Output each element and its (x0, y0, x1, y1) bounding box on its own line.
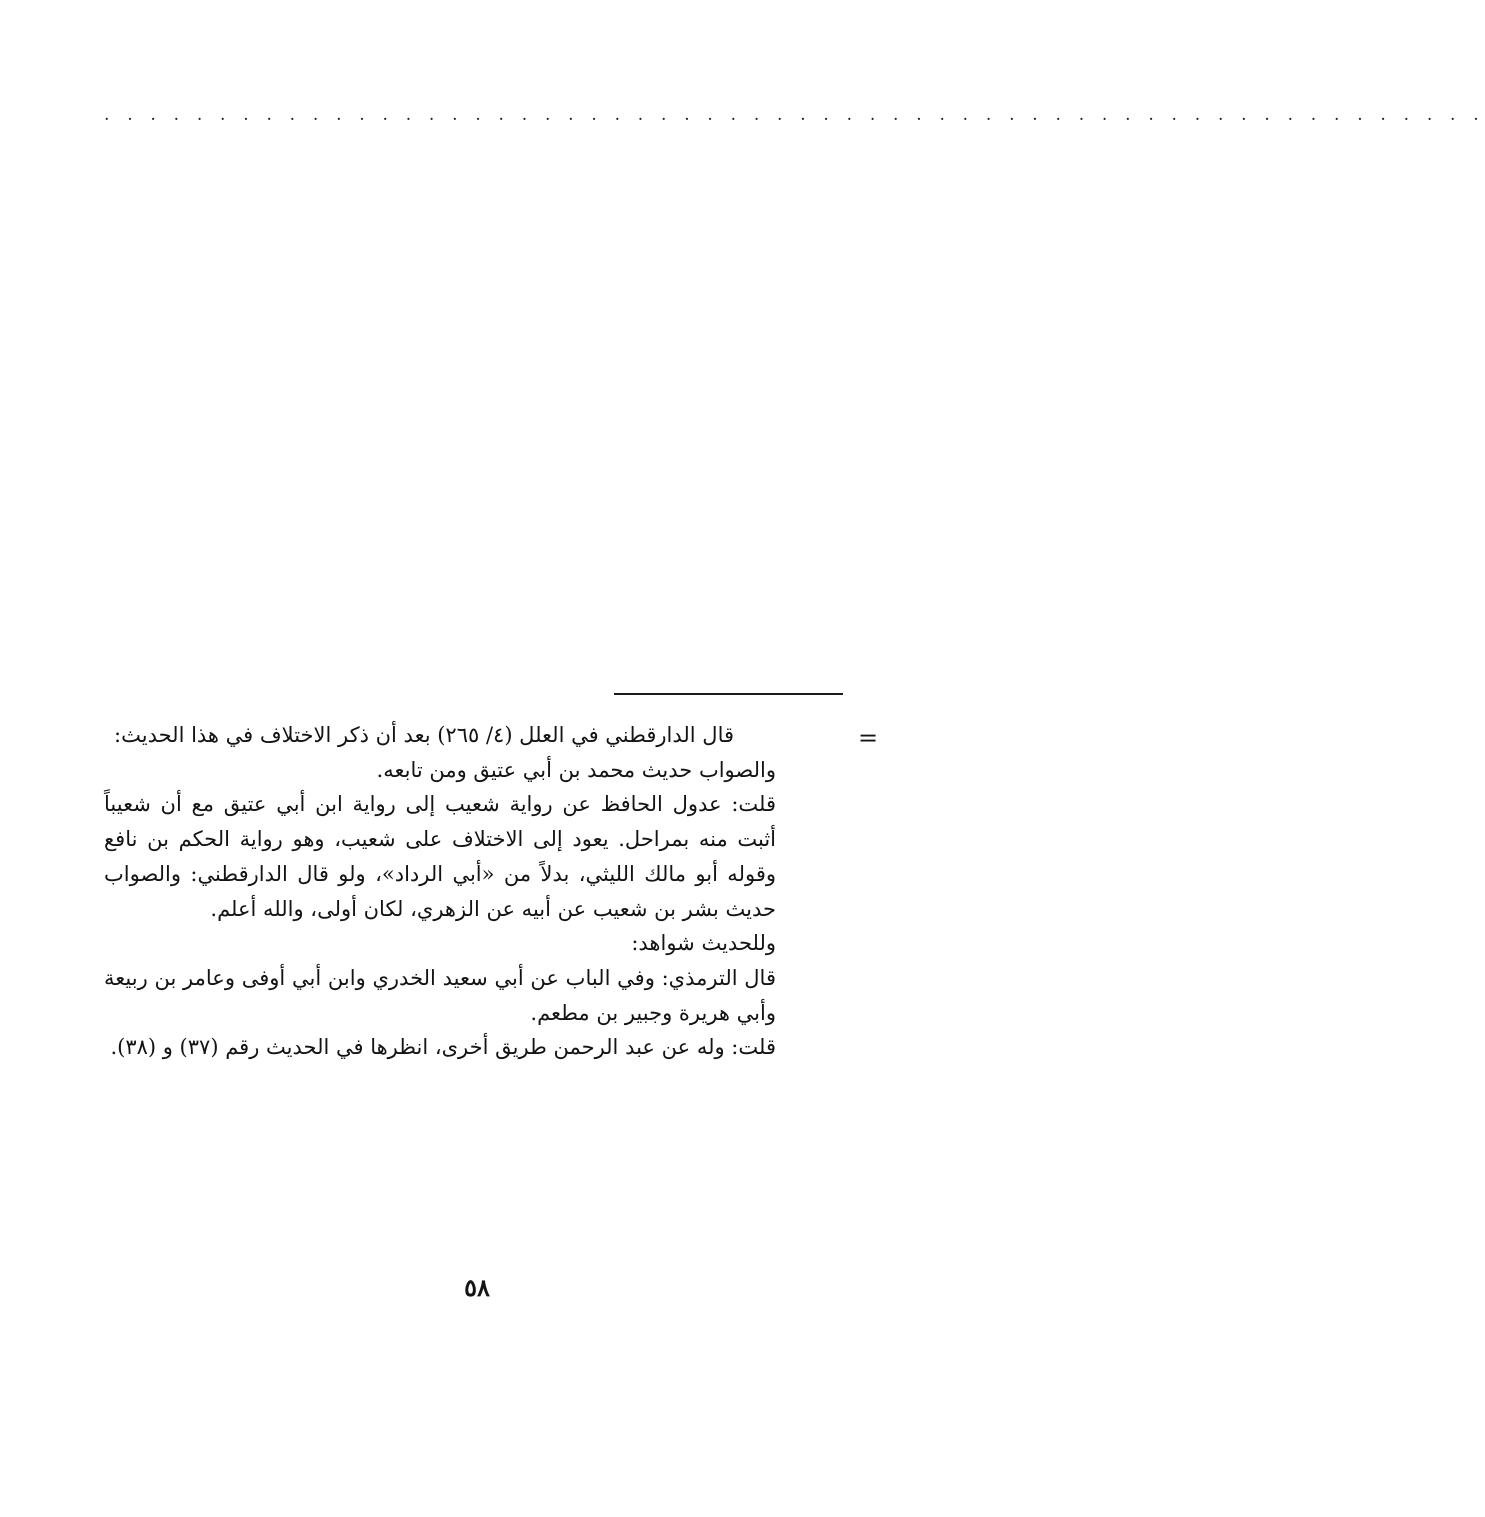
footnote-paragraph-2: والصواب حديث محمد بن أبي عتيق ومن تابعه. (376, 757, 776, 782)
continuation-mark: = (858, 724, 879, 752)
footnote-paragraph-5: قال الترمذي: وفي الباب عن أبي سعيد الخدري وابن أبي أوفى وعامر بن ربيعة وأبي هريرة وجبير بن مطعم. (104, 965, 776, 1025)
footnote-block (104, 718, 776, 1065)
page-number: ٥٨ (464, 1273, 490, 1302)
footnote-paragraph-3: قلت: عدول الحافظ عن رواية شعيب إلى رواية ابن أبي عتيق مع أن شعيباً أثبت منه بمراحل. يعود إلى الاختلاف على شعيب، وهو رواية الحكم بن نافع وقوله أبو مالك الليثي، بدلاً من «أبي الرداد»، ولو قال الدارقطني: والصواب حديث بشر بن شعيب عن أبيه عن الزهري، لكان أولى، والله أعلم. (104, 792, 776, 921)
footnote-paragraph-6: قلت: وله عن عبد الرحمن طريق أخرى، انظرها في الحديث رقم (٣٧) و (٣٨). (110, 1035, 776, 1060)
footnote-paragraph-4: وللحديث شواهد: (631, 931, 776, 956)
top-dotted-separator: . . . . . . . . . . . . . . . . . . . . . . . . . . . . . . . . . . . . . . . . . . . . . . . . . . . . . . . . . . . . (104, 105, 1485, 125)
footnote-paragraph-1: قال الدارقطني في العلل (٤/ ٢٦٥) بعد أن ذكر الاختلاف في هذا الحديث: (114, 723, 734, 747)
footnote-rule (614, 693, 843, 695)
